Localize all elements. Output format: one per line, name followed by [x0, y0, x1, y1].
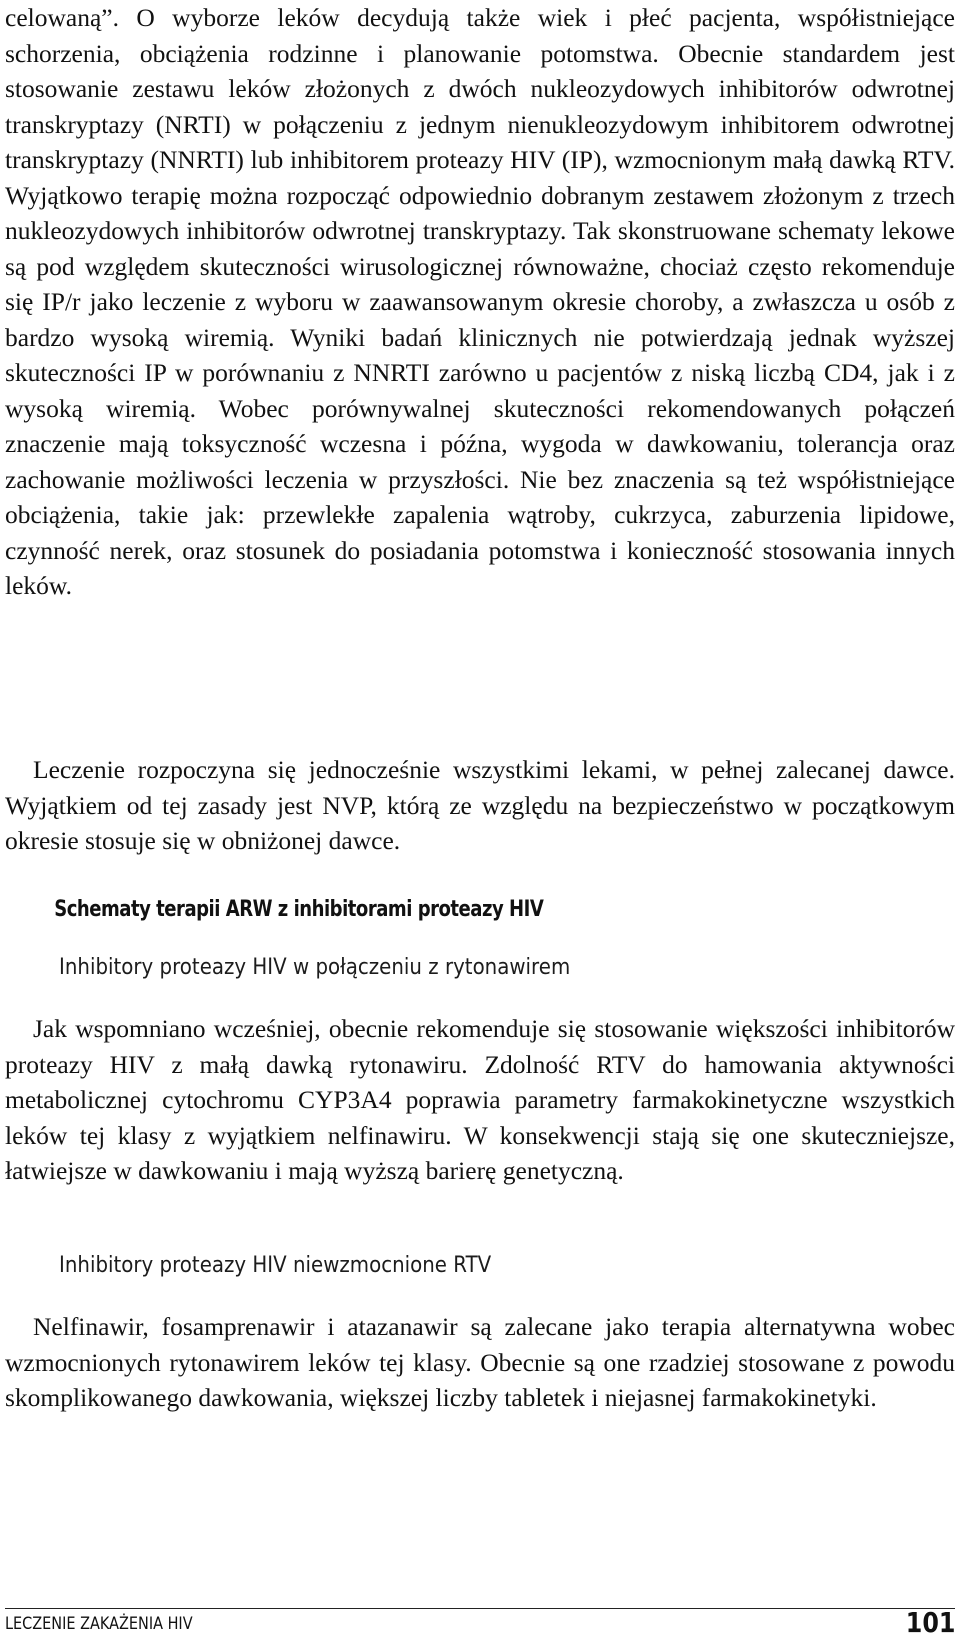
body-paragraph-3: Jak wspomniano wcześniej, obecnie rekomenduje się stosowanie większości inhibitorów proteazy HIV z małą dawką rytonawiru. Zdolność RTV do hamowania aktywności metabolicznej cytochromu CYP3A4 poprawia parametry farmakokinetyczne wszystkich leków tej klasy z wyjątkiem nelfinawiru. W konsekwencji stają się one skuteczniejsze, łatwiejsze w dawkowaniu i mają wyższą barierę genetyczną.: [5, 1014, 955, 1185]
subheading-boosted-pi: Inhibitory proteazy HIV w połączeniu z rytonawirem: [59, 955, 571, 980]
footer-rule: [5, 1608, 955, 1609]
running-title: LECZENIE ZAKAŻENIA HIV: [5, 1614, 193, 1634]
section-heading: Schematy terapii ARW z inhibitorami proteazy HIV: [54, 897, 544, 922]
body-paragraph-4: Nelfinawir, fosamprenawir i atazanawir są zalecane jako terapia alternatywna wobec wzmocnionych rytonawirem leków tej klasy. Obecnie są one rzadziej stosowane z powodu skomplikowanego dawkowania, większej liczby tabletek i niejasnej farmakokinetyki.: [5, 1312, 955, 1412]
page-footer: [5, 1590, 955, 1643]
subheading-unboosted-pi: Inhibitory proteazy HIV niewzmocnione RTV: [59, 1253, 492, 1278]
body-paragraph-2: Leczenie rozpoczyna się jednocześnie wszystkimi lekami, w pełnej zalecanej dawce. Wyjątkiem od tej zasady jest NVP, którą ze względu na bezpieczeństwo w początkowym okresie stosuje się w obniżonej dawce.: [5, 755, 955, 855]
page-number: 101: [905, 1606, 955, 1639]
body-paragraph-1: celowaną”. O wyborze leków decydują także wiek i płeć pacjenta, współistniejące schorzenia, obciążenia rodzinne i planowanie potomstwa. Obecnie standardem jest stosowanie zestawu leków złożonych z dwóch nukleozydowych inhibitorów odwrotnej transkryptazy (NRTI) w połączeniu z jednym nienukleozydowym inhibitorem odwrotnej transkryptazy (NNRTI) lub inhibitorem proteazy HIV (IP), wzmocnionym małą dawką RTV. Wyjątkowo terapię można rozpocząć odpowiednio dobranym zestawem złożonym z trzech nukleozydowych inhibitorów odwrotnej transkryptazy. Tak skonstruowane schematy lekowe są pod względem skuteczności wirusologicznej równoważne, chociaż często rekomenduje się IP/r jako leczenie z wyboru w zaawansowanym okresie choroby, a zwłaszcza u osób z bardzo wysoką wiremią. Wyniki badań klinicznych nie potwierdzają jednak wyższej skuteczności IP w porównaniu z NNRTI zarówno u pacjentów z niską liczbą CD4, jak i z wysoką wiremią. Wobec porównywalnej skuteczności rekomendowanych połączeń znaczenie mają toksyczność wczesna i późna, wygoda w dawkowaniu, tolerancja oraz zachowanie możliwości leczenia w przyszłości. Nie bez znaczenia są też współistniejące obciążenia, takie jak: przewlekłe zapalenia wątroby, cukrzyca, zaburzenia lipidowe, czynność nerek, oraz stosunek do posiadania potomstwa i konieczność stosowania innych leków.: [5, 3, 955, 600]
